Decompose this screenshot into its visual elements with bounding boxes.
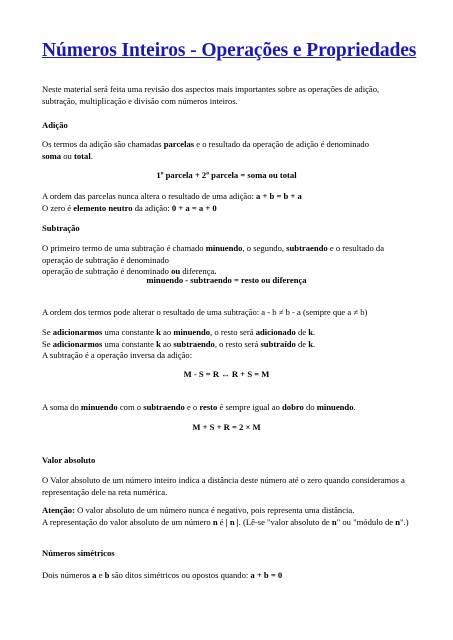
valor-absoluto-paragraph-2: Atenção: O valor absoluto de um número nunca é negativo, pois representa uma distância. A representação do valor absoluto de um número n é | n |. (Lê-se "valor absoluto de n" ou "módulo de n".) [42, 505, 409, 527]
subtracao-paragraph-1: O primeiro termo de uma subtração é chamado minuendo, o segundo, subtraendo e o resultado da operação de subtração é denominado operação de subtração é denominado ou diferença. [42, 243, 385, 277]
adicao-formula: 1º parcela + 2º parcela = soma ou total [156, 170, 297, 180]
heading-subtracao: Subtração [42, 223, 80, 233]
subtracao-paragraph-4: A soma do minuendo com o subtraendo e o resto é sempre igual ao dobro do minuendo. [42, 402, 356, 412]
heading-adicao: Adição [42, 120, 68, 130]
subtracao-formula-3: M + S + R = 2 × M [192, 422, 261, 432]
heading-simetricos: Números simétricos [42, 548, 115, 558]
adicao-paragraph-2: A ordem das parcelas nunca altera o resultado de uma adição: a + b = b + a O zero é elemento neutro da adição: 0 + a = a + 0 [42, 191, 302, 213]
subtracao-formula-2: M - S = R ↔ R + S = M [183, 369, 270, 379]
subtracao-formula: minuendo - subtraendo = resto ou diferença [146, 275, 307, 285]
intro-paragraph: Neste material será feita uma revisão dos aspectos mais importantes sobre as operações de adição, subtração, multiplicação e divisão com números inteiros. [42, 84, 380, 106]
valor-absoluto-paragraph-1: O Valor absoluto de um número inteiro indica a distância deste número até o zero quando consideramos a representação dele na reta numérica. [42, 475, 405, 497]
simetricos-paragraph-1: Dois números a e b são ditos simétricos ou opostos quando: a + b = 0 [42, 570, 283, 580]
heading-valor-absoluto: Valor absoluto [42, 455, 96, 465]
adicao-paragraph-1: Os termos da adição são chamadas parcelas e o resultado da operação de adição é denominado soma ou total. [42, 139, 370, 161]
subtracao-paragraph-2: A ordem dos termos pode alterar o resultado de uma subtração: a - b ≠ b - a (sempre que a ≠ b) [42, 307, 368, 317]
subtracao-paragraph-3: Se adicionarmos uma constante k ao minuendo, o resto será adicionado de k. Se adicionarmos uma constante k ao subtraendo, o resto será subtraído de k. A subtração é a operação inversa da adição: [42, 327, 316, 361]
document-title: Números Inteiros - Operações e Propriedades [42, 40, 417, 61]
